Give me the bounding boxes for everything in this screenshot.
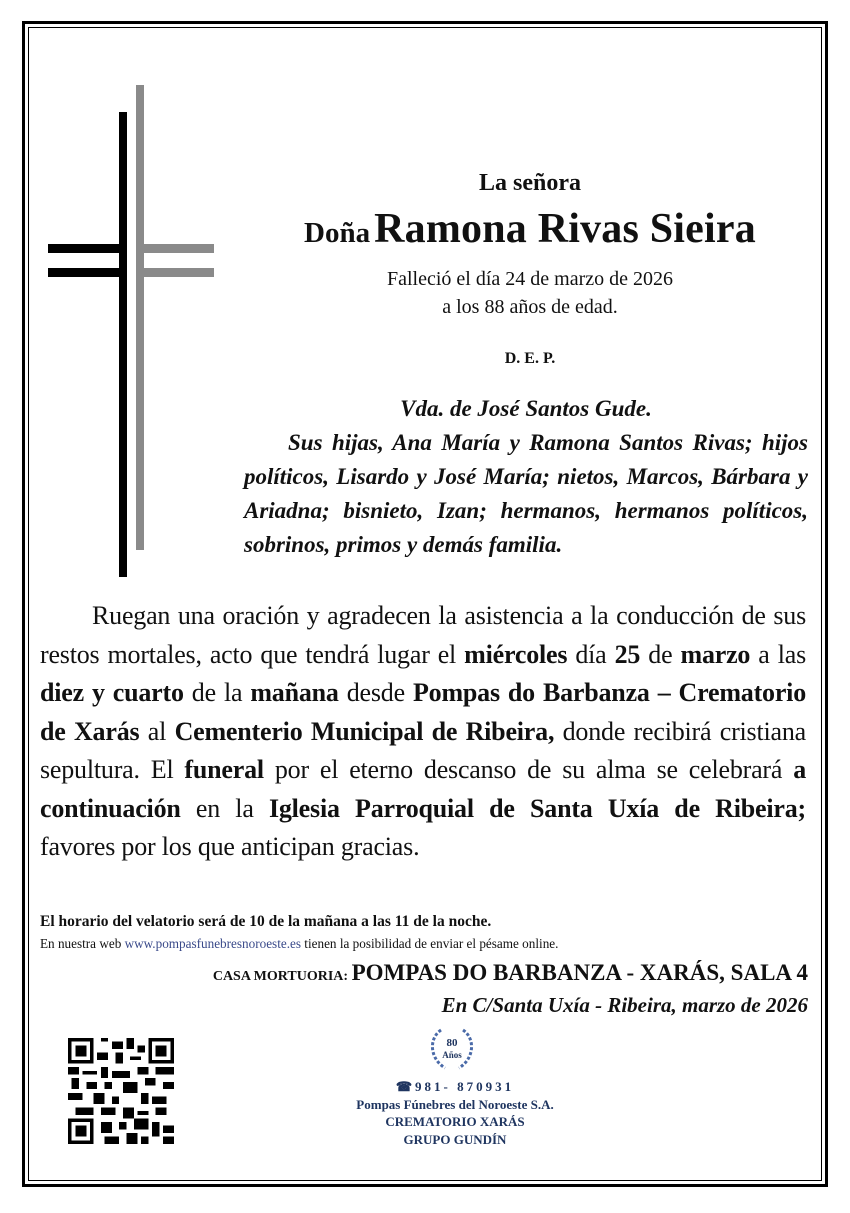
company-name: Pompas Fúnebres del Noroeste S.A.: [356, 1096, 554, 1112]
continuation: a continuación: [40, 755, 806, 823]
text: día: [567, 639, 615, 669]
text: tienen la posibilidad de enviar el pésame online.: [301, 936, 559, 951]
web-notice: [40, 936, 558, 952]
phone-icon: ☎: [395, 1079, 416, 1094]
death-info: [240, 265, 820, 321]
time: diez y cuarto: [40, 678, 184, 707]
text: de: [640, 639, 681, 669]
qr-code-icon[interactable]: [66, 1038, 176, 1144]
dep: D. E. P.: [504, 350, 556, 367]
deceased-name-line: [240, 205, 820, 253]
relatives: Sus hijas, Ana María y Ramona Santos Rivas; hijos políticos, Lisardo y José María; nietos, Marcos, Bárbara y Ariadna; bisnieto, Izan; hermanos, hermanos políticos, sobrinos, primos y demás familia.: [244, 430, 808, 557]
funeral: funeral: [184, 755, 264, 784]
svg-text:80: 80: [446, 1037, 458, 1049]
casa-mortuoria: [213, 960, 808, 986]
text: En nuestra web: [40, 936, 125, 951]
period: mañana: [250, 678, 339, 707]
group-name: GRUPO GUNDÍN: [403, 1131, 507, 1147]
anniversary-logo: [423, 1024, 481, 1074]
laurel-wreath-icon: [423, 1024, 481, 1074]
phone-number[interactable]: 981- 870931: [415, 1079, 515, 1094]
place-date: En C/Santa Uxía - Ribeira, marzo de 2026: [441, 993, 808, 1017]
announcement-text: [40, 597, 806, 867]
destination: Cementerio Municipal de Ribeira,: [174, 716, 555, 746]
casa-value: POMPAS DO BARBANZA - XARÁS, SALA 4: [351, 960, 808, 985]
family-block: [244, 392, 808, 562]
website-link[interactable]: www.pompasfunebresnoroeste.es: [124, 936, 301, 951]
phone-line: [300, 1078, 610, 1096]
text: donde recibirá cristiana sepultura. El: [40, 716, 806, 784]
origin: Pompas do Barbanza – Crematorio de Xarás: [40, 678, 807, 746]
casa-label: CASA MORTUORIA:: [212, 969, 352, 984]
text: desde: [338, 678, 413, 707]
church: Iglesia Parroquial de Santa Uxía de Ribeira;: [268, 793, 806, 823]
age: a los 88 años de edad.: [442, 296, 618, 318]
month: marzo: [680, 639, 751, 669]
text: favores por los que anticipan gracias.: [40, 832, 420, 861]
death-date: Falleció el día 24 de marzo de 2026: [386, 268, 673, 290]
text: Ruegan una oración y agradecen la asistencia a la conducción de sus restos mortales, acto que tendrá lugar el: [40, 601, 806, 669]
deceased-name: Ramona Rivas Sieira: [374, 206, 756, 252]
text: al: [139, 716, 175, 746]
text: por el eterno descanso de su alma se celebrará: [263, 755, 794, 784]
widow-of: Vda. de José Santos Gude.: [400, 396, 652, 421]
crematorium-name: CREMATORIO XARÁS: [385, 1114, 525, 1129]
day-name: miércoles: [464, 639, 568, 669]
text: en la: [180, 793, 269, 823]
company-footer: [300, 1078, 610, 1148]
text: de la: [183, 678, 251, 707]
text: a las: [750, 639, 806, 669]
day-number: 25: [614, 639, 641, 669]
svg-text:Años: Años: [442, 1050, 462, 1060]
wake-hours: El horario del velatorio será de 10 de la mañana a las 11 de la noche.: [40, 913, 492, 930]
salutation: La señora: [479, 170, 581, 196]
title-prefix: Doña: [304, 217, 371, 249]
